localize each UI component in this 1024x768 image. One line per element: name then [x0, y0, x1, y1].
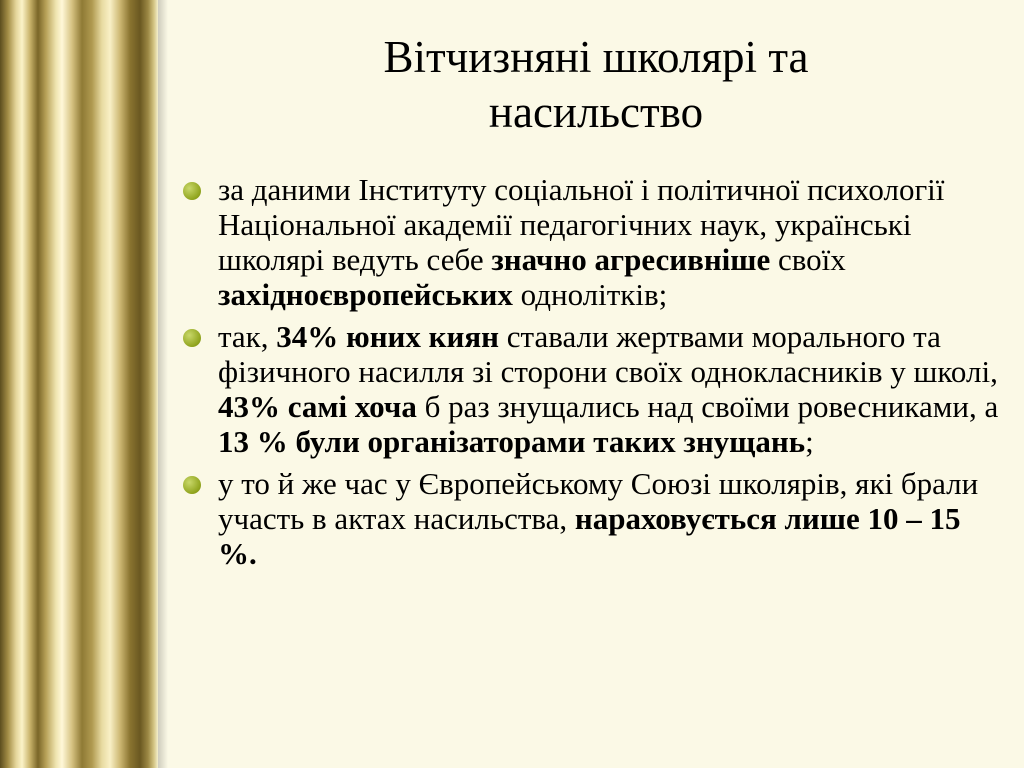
- bullet-dot-icon: [183, 182, 201, 200]
- bullet-item-3: [183, 466, 1003, 571]
- bullet-2-text-4: ;: [805, 424, 814, 459]
- bullet-1-text-2: своїх: [770, 242, 846, 277]
- bullet-2-text-2: ставали жертвами морального та фізичного насилля зі сторони своїх однокласників у школі,: [218, 319, 998, 389]
- bullet-2-bold-2: 43% самі хоча: [218, 389, 417, 424]
- bullet-2-bold-1: 34% юних киян: [276, 319, 500, 354]
- title-line-1: Вітчизняні школярі та: [383, 32, 809, 82]
- title-line-2: насильство: [488, 87, 704, 137]
- bullet-2-text-3: б раз знущались над своїми ровесниками, а: [416, 389, 999, 424]
- bullet-dot-icon: [183, 476, 201, 494]
- bullet-1-text-3: однолітків;: [512, 277, 668, 312]
- bullet-1-text-1: за даними Інституту соціальної і політичної психології Національної академії педагогічних наук, українські школярі ведуть себе: [218, 172, 945, 277]
- bullet-list: [183, 172, 1003, 578]
- bullet-3-bold-1: нараховується лише 10 – 15 %.: [218, 501, 961, 571]
- bullet-item-2: [183, 319, 1003, 459]
- bullet-3-text-1: у то й же час у Європейському Союзі школярів, які брали участь в актах насильства,: [218, 466, 979, 536]
- bullet-1-bold-2: західноєвропейських: [218, 277, 513, 312]
- bullet-item-1: [183, 172, 1003, 312]
- bullet-1-bold-1: значно агресивніше: [491, 242, 771, 277]
- bullet-2-bold-3: 13 % були організаторами таких знущань: [218, 424, 806, 459]
- pillar-shadow: [158, 0, 168, 768]
- bullet-2-text-1: так,: [218, 319, 277, 354]
- bullet-dot-icon: [183, 329, 201, 347]
- decorative-gold-pillar: [0, 0, 158, 768]
- slide-title: [168, 30, 1024, 140]
